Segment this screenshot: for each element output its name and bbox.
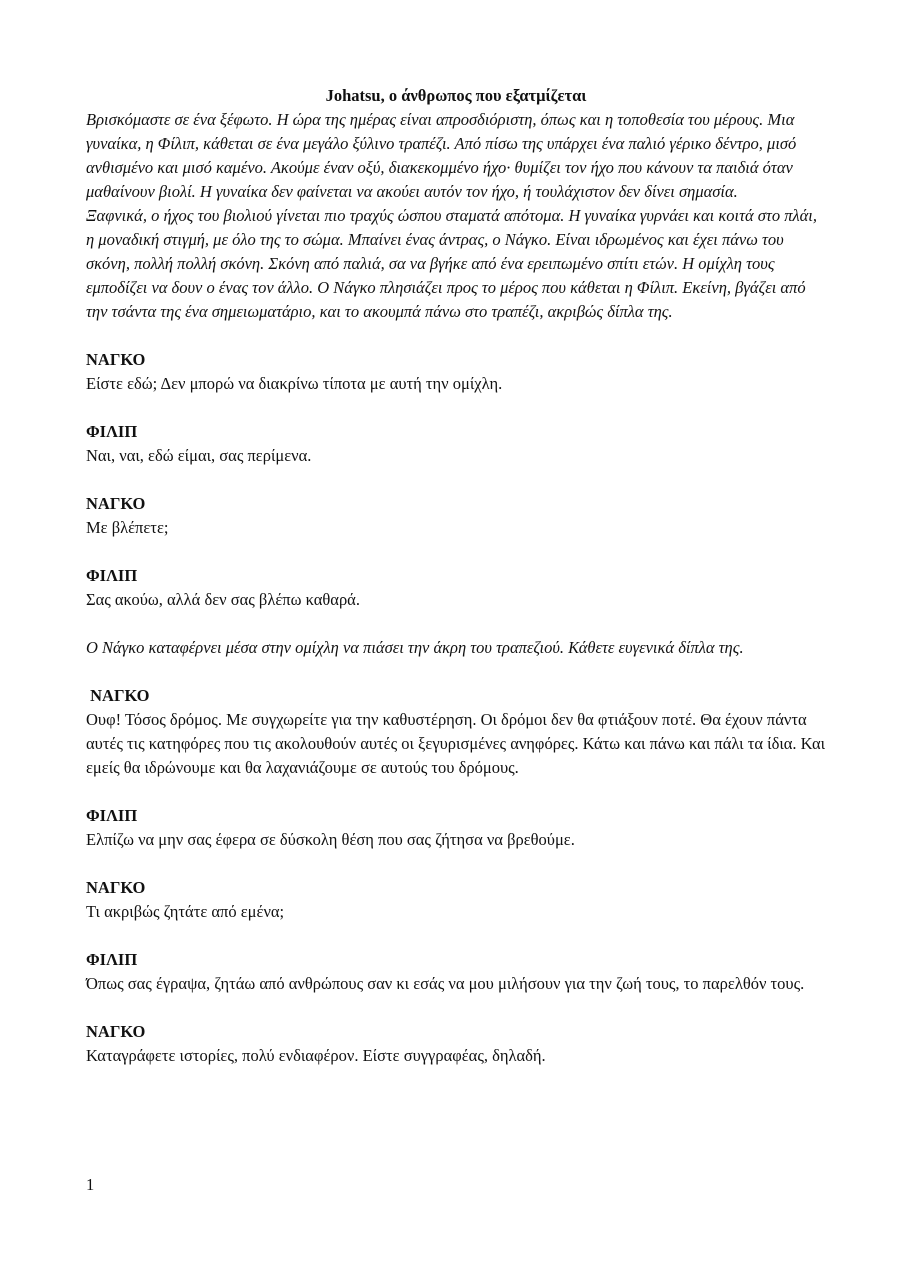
speaker-name: ΝΑΓΚΟ <box>86 878 146 897</box>
dialogue-block <box>86 564 826 612</box>
page-number: 1 <box>86 1175 95 1194</box>
dialogue-block <box>86 948 826 996</box>
document-title: Johatsu, ο άνθρωπος που εξατμίζεται <box>325 86 587 105</box>
speaker-name: ΝΑΓΚΟ <box>86 350 146 369</box>
dialogue-block <box>86 420 826 468</box>
dialogue-block <box>86 348 826 396</box>
speaker-name: ΝΑΓΚΟ <box>86 686 150 705</box>
dialogue-block <box>86 1020 826 1068</box>
dialogue-line: Καταγράφετε ιστορίες, πολύ ενδιαφέρον. Είστε συγγραφέας, δηλαδή. <box>86 1046 546 1065</box>
stage-direction-intro-2: Ξαφνικά, ο ήχος του βιολιού γίνεται πιο τραχύς ώσπου σταματά απότομα. Η γυναίκα γυρνάει και κοιτά στο πλάι, η μοναδική στιγμή, με όλο της το σώμα. Μπαίνει ένας άντρας, ο Νάγκο. Είναι ιδρωμένος και έχει πάνω του σκόνη, πολλή πολλή σκόνη. Σκόνη από παλιά, σα να βγήκε από ένα ερειπωμένο σπίτι ετών. Η ομίχλη τους εμποδίζει να δουν ο ένας τον άλλο. Ο Νάγκο πλησιάζει προς το μέρος που κάθεται η Φίλιπ. Εκείνη, βγάζει από την τσάντα της ένα σημειωματάριο, και το ακουμπά πάνω στο τραπέζι, ακριβώς δίπλα της. <box>86 206 817 321</box>
dialogue-line: Όπως σας έγραψα, ζητάω από ανθρώπους σαν κι εσάς να μου μιλήσουν για την ζωή τους, το παρελθόν τους. <box>86 974 805 993</box>
dialogue-block <box>86 804 826 852</box>
dialogue-line: Σας ακούω, αλλά δεν σας βλέπω καθαρά. <box>86 590 360 609</box>
dialogue-block <box>86 492 826 540</box>
stage-direction: Ο Νάγκο καταφέρνει μέσα στην ομίχλη να πιάσει την άκρη του τραπεζιού. Κάθετε ευγενικά δίπλα της. <box>86 638 744 657</box>
speaker-name: ΦΙΛΙΠ <box>86 950 138 969</box>
speaker-name: ΦΙΛΙΠ <box>86 422 138 441</box>
dialogue-line: Είστε εδώ; Δεν μπορώ να διακρίνω τίποτα με αυτή την ομίχλη. <box>86 374 503 393</box>
dialogue-line: Ναι, ναι, εδώ είμαι, σας περίμενα. <box>86 446 312 465</box>
speaker-name: ΦΙΛΙΠ <box>86 566 138 585</box>
dialogue-line: Τι ακριβώς ζητάτε από εμένα; <box>86 902 285 921</box>
speaker-name: ΝΑΓΚΟ <box>86 1022 146 1041</box>
dialogue-line: Με βλέπετε; <box>86 518 169 537</box>
dialogue-line: Ουφ! Τόσος δρόμος. Με συγχωρείτε για την καθυστέρηση. Οι δρόμοι δεν θα φτιάξουν ποτέ. Θα έχουν πάντα αυτές τις κατηφόρες που τις ακολουθούν αυτές οι ξεγυρισμένες ανηφόρες. Κάτω και πάνω και πάλι τα ίδια. Και εμείς θα ιδρώνουμε και θα λαχανιάζουμε σε αυτούς του δρόμους. <box>86 710 826 777</box>
dialogue-line: Ελπίζω να μην σας έφερα σε δύσκολη θέση που σας ζήτησα να βρεθούμε. <box>86 830 575 849</box>
dialogue-block <box>86 876 826 924</box>
speaker-name: ΝΑΓΚΟ <box>86 494 146 513</box>
speaker-name: ΦΙΛΙΠ <box>86 806 138 825</box>
stage-direction-intro-1: Βρισκόμαστε σε ένα ξέφωτο. Η ώρα της ημέρας είναι απροσδιόριστη, όπως και η τοποθεσία του μέρους. Μια γυναίκα, η Φίλιπ, κάθεται σε ένα μεγάλο ξύλινο τραπέζι. Από πίσω της υπάρχει ένα παλιό γέρικο δέντρο, μισό ανθισμένο και μισό καμένο. Ακούμε έναν οξύ, διακεκομμένο ήχο· θυμίζει τον ήχο που κάνουν τα παιδιά όταν μαθαίνουν βιολί. Η γυναίκα δεν φαίνεται να ακούει αυτόν τον ήχο, ή τουλάχιστον δεν δίνει σημασία. <box>86 110 797 201</box>
dialogue-block <box>86 684 826 780</box>
document-page <box>86 84 826 1068</box>
